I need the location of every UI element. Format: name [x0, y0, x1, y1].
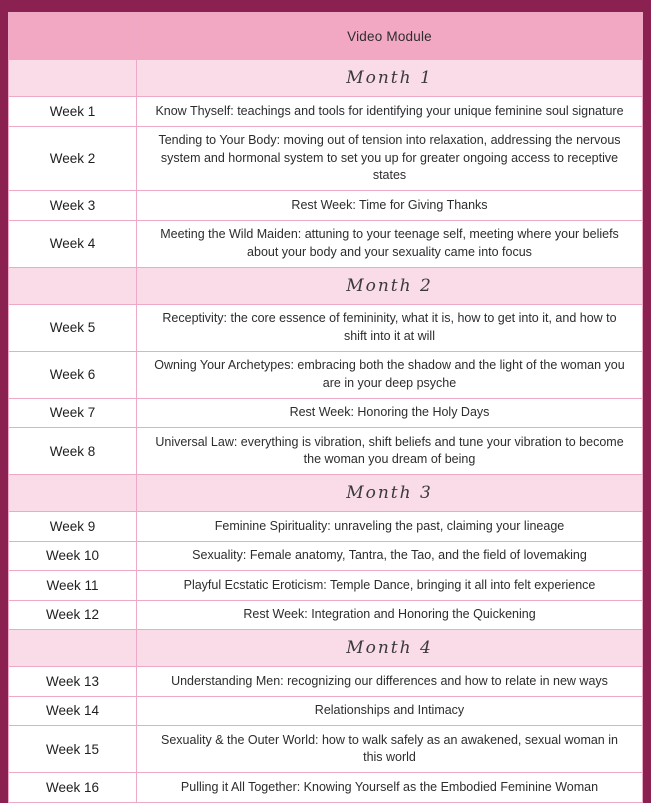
module-description: Feminine Spirituality: unraveling the past, claiming your lineage	[137, 512, 643, 542]
week-column-header	[9, 13, 137, 60]
module-description: Understanding Men: recognizing our differences and how to relate in new ways	[137, 667, 643, 697]
month-label: Month 4	[137, 630, 643, 667]
table-row	[9, 126, 643, 191]
table-row	[9, 571, 643, 601]
week-label: Week 3	[9, 191, 137, 221]
module-description: Playful Ecstatic Eroticism: Temple Dance, bringing it all into felt experience	[137, 571, 643, 601]
module-description: Know Thyself: teachings and tools for identifying your unique feminine soul signature	[137, 97, 643, 127]
table-row	[9, 398, 643, 428]
module-description: Rest Week: Honoring the Holy Days	[137, 398, 643, 428]
module-description: Universal Law: everything is vibration, shift beliefs and tune your vibration to become the woman you dream of being	[137, 428, 643, 475]
week-label: Week 7	[9, 398, 137, 428]
week-label: Week 16	[9, 773, 137, 803]
table-header-row	[9, 13, 643, 60]
table-row	[9, 512, 643, 542]
month-label: Month 1	[137, 60, 643, 97]
module-description: Pulling it All Together: Knowing Yourself as the Embodied Feminine Woman	[137, 773, 643, 803]
month-row-empty-cell	[9, 267, 137, 304]
table-row	[9, 351, 643, 398]
module-description: Sexuality & the Outer World: how to walk safely as an awakened, sexual woman in this world	[137, 726, 643, 773]
month-row-empty-cell	[9, 475, 137, 512]
month-row-empty-cell	[9, 60, 137, 97]
table-row	[9, 428, 643, 475]
week-label: Week 8	[9, 428, 137, 475]
week-label: Week 12	[9, 600, 137, 630]
table-row	[9, 773, 643, 803]
module-description: Meeting the Wild Maiden: attuning to your teenage self, meeting where your beliefs about your body and your sexuality came into focus	[137, 220, 643, 267]
module-description: Relationships and Intimacy	[137, 696, 643, 726]
month-row	[9, 475, 643, 512]
month-row	[9, 630, 643, 667]
week-label: Week 15	[9, 726, 137, 773]
week-label: Week 5	[9, 304, 137, 351]
week-label: Week 13	[9, 667, 137, 697]
module-description: Rest Week: Time for Giving Thanks	[137, 191, 643, 221]
week-label: Week 1	[9, 97, 137, 127]
curriculum-table-body	[9, 60, 643, 803]
week-label: Week 9	[9, 512, 137, 542]
month-row	[9, 267, 643, 304]
table-row	[9, 600, 643, 630]
table-row	[9, 97, 643, 127]
curriculum-table	[8, 12, 643, 803]
week-label: Week 6	[9, 351, 137, 398]
table-row	[9, 696, 643, 726]
week-label: Week 10	[9, 541, 137, 571]
month-row	[9, 60, 643, 97]
week-label: Week 11	[9, 571, 137, 601]
module-column-header: Video Module	[137, 13, 643, 60]
week-label: Week 2	[9, 126, 137, 191]
module-description: Tending to Your Body: moving out of tension into relaxation, addressing the nervous system and hormonal system to set you up for greater ongoing access to receptive states	[137, 126, 643, 191]
table-row	[9, 304, 643, 351]
module-description: Rest Week: Integration and Honoring the Quickening	[137, 600, 643, 630]
table-row	[9, 726, 643, 773]
module-description: Receptivity: the core essence of femininity, what it is, how to get into it, and how to shift into it at will	[137, 304, 643, 351]
module-description: Owning Your Archetypes: embracing both the shadow and the light of the woman you are in your deep psyche	[137, 351, 643, 398]
week-label: Week 4	[9, 220, 137, 267]
table-row	[9, 541, 643, 571]
month-row-empty-cell	[9, 630, 137, 667]
month-label: Month 3	[137, 475, 643, 512]
module-description: Sexuality: Female anatomy, Tantra, the Tao, and the field of lovemaking	[137, 541, 643, 571]
table-row	[9, 667, 643, 697]
table-row	[9, 191, 643, 221]
table-row	[9, 220, 643, 267]
month-label: Month 2	[137, 267, 643, 304]
week-label: Week 14	[9, 696, 137, 726]
